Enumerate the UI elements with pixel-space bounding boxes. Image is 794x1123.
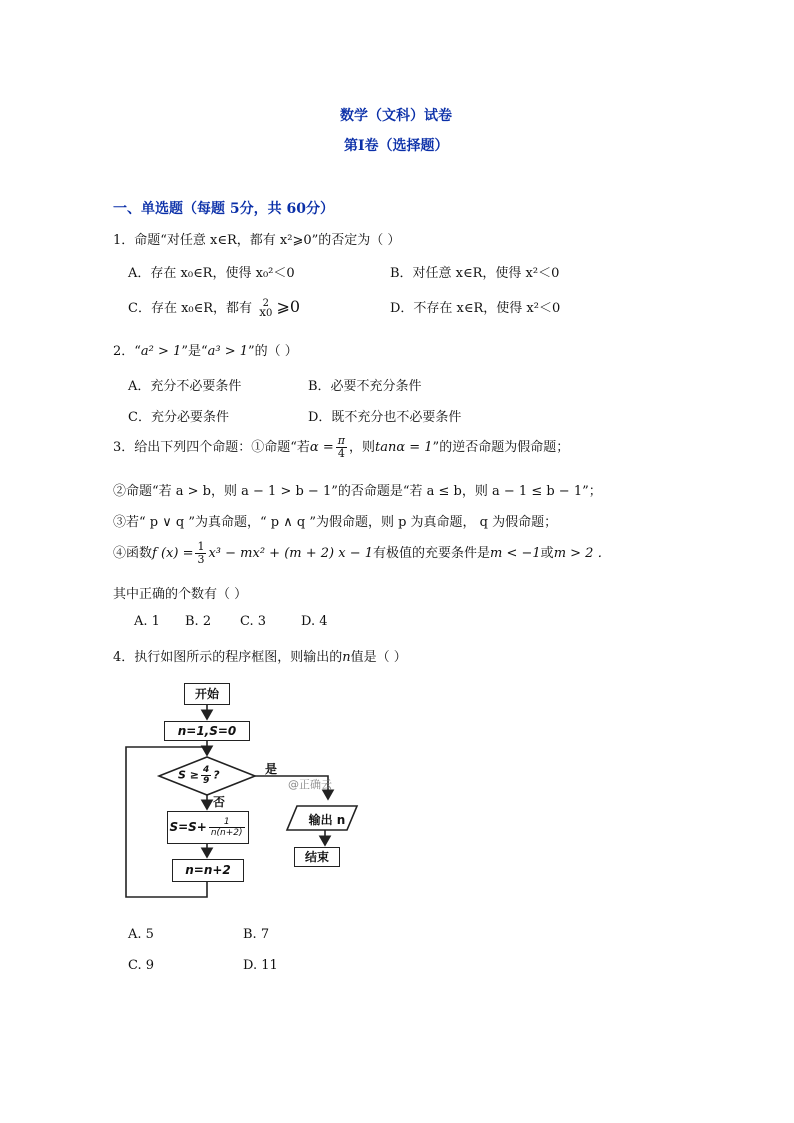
flowchart-init: n=1,S=0 [164, 721, 250, 741]
condition-a-cubed: a³ > 1 [207, 344, 248, 359]
question-2-option-c: C．充分必要条件 [128, 410, 229, 425]
question-3-line-1: 3．给出下列四个命题：①命题“若α = $\frac{\pi}{4}$ ，则tanα = 1”的逆否命题为假命题； [113, 434, 570, 460]
flowchart [120, 675, 370, 905]
question-2-option-b: B．必要不充分条件 [308, 379, 422, 394]
flowchart-yes-label: 是 [265, 762, 278, 776]
flowchart-condition: S ≥ $\frac{4}{9}$ ? [178, 765, 220, 786]
watermark: @正确云 [288, 778, 332, 791]
question-2-option-d: D．既不充分也不必要条件 [308, 410, 462, 425]
flowchart-end: 结束 [294, 847, 340, 867]
question-4-option-d: D. 11 [243, 958, 278, 973]
question-4-option-a: A. 5 [128, 927, 154, 942]
question-1-option-d: D．不存在 x∈R，使得 x²＜0 [390, 301, 561, 316]
question-4-option-c: C. 9 [128, 958, 155, 973]
flowchart-output: 输出 n [308, 813, 346, 827]
question-1-option-b: B．对任意 x∈R，使得 x²＜0 [390, 266, 560, 281]
page-subtitle: 第Ⅰ卷（选择题） [344, 138, 449, 154]
question-3-option-c: C. 3 [240, 614, 267, 629]
flowchart-no-label: 否 [213, 795, 226, 809]
condition-a-squared: a² > 1 [140, 344, 182, 359]
question-3-line-5: 其中正确的个数有（ ） [113, 587, 248, 602]
flowchart-connectors [120, 675, 370, 905]
one-third-fraction: $\frac{1}{3}$ [197, 540, 205, 566]
flowchart-update: S=S+ $\frac{1}{n(n+2)}$ [167, 811, 249, 844]
question-2-option-a: A．充分不必要条件 [128, 379, 242, 394]
x0-squared: 2 x0 [259, 298, 273, 319]
section-heading: 一、单选题（每题 5分，共 60分） [113, 201, 334, 217]
option-c-suffix: ⩾0 [276, 297, 301, 316]
question-3-line-2: ②命题“若 a > b，则 a − 1 > b − 1”的否命题是“若 a ≤ b，则 a − 1 ≤ b − 1”； [113, 484, 602, 499]
question-3-option-b: B. 2 [185, 614, 212, 629]
question-3-line-4: ④函数f (x) = $\frac{1}{3}$ x³ − mx² + (m + 2) x − 1有极值的充要条件是m < −1或m > 2 ． [113, 540, 611, 566]
question-1-option-a: A．存在 x₀∈R，使得 x₀²＜0 [128, 266, 295, 281]
question-2-stem: 2．“a² > 1”是“a³ > 1”的（ ） [113, 344, 298, 359]
flowchart-start: 开始 [184, 683, 230, 705]
pi-over-4-fraction: $\frac{\pi}{4}$ [337, 434, 345, 460]
question-1-option-c [128, 297, 300, 318]
question-3-option-a: A. 1 [134, 614, 160, 629]
question-1-stem: 1．命题“对任意 x∈R，都有 x²⩾0”的否定为（ ） [113, 233, 401, 248]
question-4-option-b: B. 7 [243, 927, 270, 942]
flowchart-increment: n=n+2 [172, 859, 244, 882]
page-title: 数学（文科）试卷 [340, 108, 452, 124]
question-3-option-d: D. 4 [301, 614, 328, 629]
question-3-line-3: ③若“ p ∨ q ”为真命题，“ p ∧ q ”为假命题，则 p 为真命题， q 为假命题； [113, 515, 558, 530]
option-c-prefix: C．存在 x₀∈R，都有 [128, 301, 253, 316]
question-4-stem: 4．执行如图所示的程序框图，则输出的n值是（ ） [113, 650, 407, 665]
